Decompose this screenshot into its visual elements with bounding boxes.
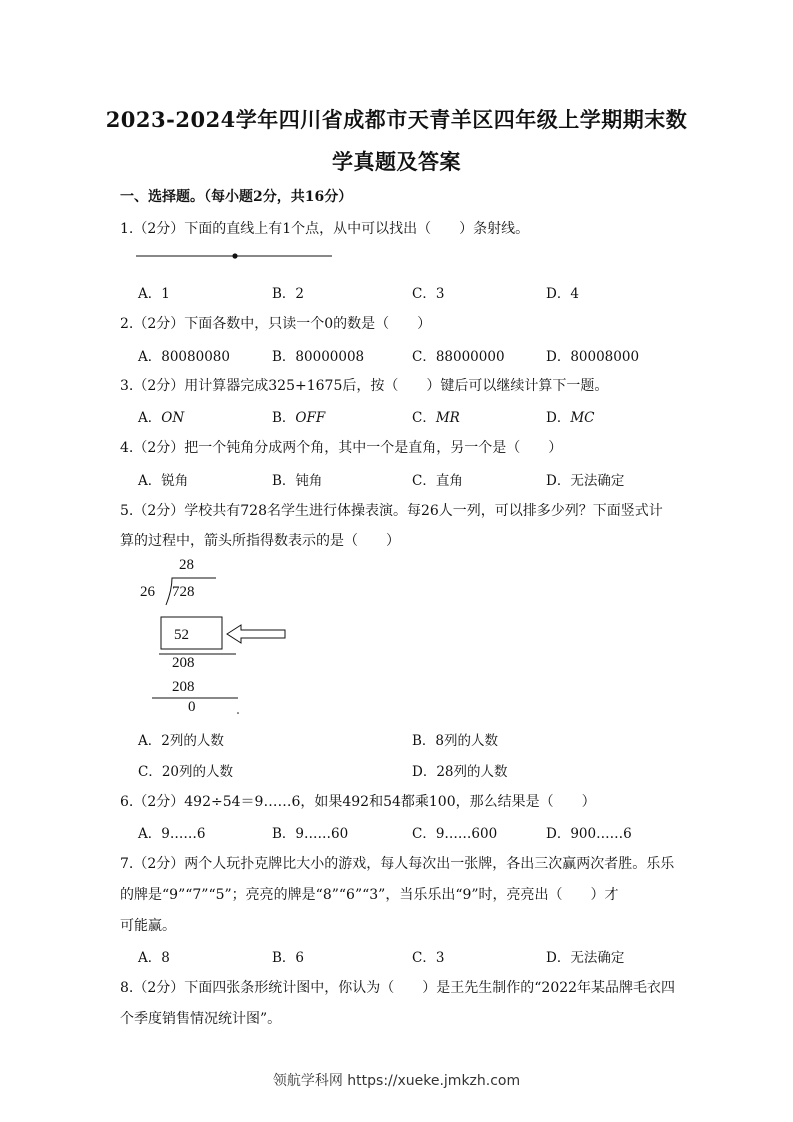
- question-6-option-a: A．9……6: [138, 826, 206, 842]
- question-3-option-c: [412, 406, 460, 426]
- question-7-text-line-3: 可能赢。: [120, 918, 176, 934]
- question-8-text-line-2: 个季度销售情况统计图”。: [120, 1011, 282, 1027]
- division-remainder: 0: [188, 699, 196, 715]
- question-2-text: 2.（2分）下面各数中，只读一个0的数是（ ）: [120, 316, 432, 332]
- division-quotient: 28: [179, 557, 194, 573]
- highlight-box: [161, 617, 222, 649]
- question-4-option-c: C．直角: [412, 473, 463, 489]
- question-6-option-d: D．900……6: [546, 826, 632, 842]
- question-7-option-a: A．8: [138, 950, 170, 966]
- question-4-option-a: A．锐角: [138, 473, 189, 489]
- question-1-option-a: A．1: [138, 286, 170, 302]
- footer-watermark: 领航学科网 https://xueke.jmkzh.com: [272, 1073, 521, 1089]
- line-with-point-figure: [136, 248, 336, 264]
- question-1-option-d: D．4: [546, 286, 579, 302]
- question-5-option-b: B．8列的人数: [412, 733, 499, 749]
- question-1-option-b: B．2: [272, 286, 305, 302]
- stray-dot: [237, 712, 239, 714]
- question-3-option-b: [272, 406, 325, 426]
- question-4-text: 4.（2分）把一个钝角分成两个角，其中一个是直角，另一个是（ ）: [120, 440, 563, 456]
- page-title-line-2: 学真题及答案: [332, 149, 461, 174]
- division-dividend: 728: [172, 584, 195, 600]
- page-title-line-1: 2023-2024学年四川省成都市天青羊区四年级上学期期末数: [105, 107, 688, 132]
- division-lines: [150, 572, 295, 717]
- question-7-option-c: C．3: [412, 950, 445, 966]
- question-4-option-d: D．无法确定: [546, 473, 625, 489]
- question-5-text-line-1: 5.（2分）学校共有728名学生进行体操表演。每26人一列，可以排多少列？下面竖式计: [120, 503, 663, 519]
- question-7-text-line-2: 的牌是“9”“7”“5”；亮亮的牌是“8”“6”“3”，当乐乐出“9”时，亮亮出（ ）才: [120, 887, 619, 903]
- question-7-option-b: B．6: [272, 950, 305, 966]
- question-4-option-b: B．钝角: [272, 473, 323, 489]
- point-dot: [232, 253, 237, 258]
- question-8-text-line-1: 8.（2分）下面四张条形统计图中，你认为（ ）是王先生制作的“2022年某品牌毛衣四: [120, 980, 676, 996]
- question-3-option-d: [546, 406, 594, 426]
- option-letter: C．: [412, 410, 436, 426]
- left-arrow-icon: [227, 625, 285, 643]
- option-letter: A．: [138, 410, 162, 426]
- question-5-option-c: C．20列的人数: [138, 764, 234, 780]
- question-5-text-line-2: 算的过程中，箭头所指得数表示的是（ ）: [120, 533, 400, 549]
- division-step-partial-dividend: 208: [172, 655, 195, 671]
- option-letter: B．: [272, 410, 296, 426]
- question-2-option-a: A．80080080: [138, 349, 230, 365]
- question-6-option-c: C．9……600: [412, 826, 498, 842]
- question-7-text-line-1: 7.（2分）两个人玩扑克牌比大小的游戏，每人每次出一张牌，各出三次赢两次者胜。乐乐: [120, 856, 675, 872]
- question-1-option-c: C．3: [412, 286, 445, 302]
- option-letter: D．: [546, 410, 571, 426]
- question-6-option-b: B．9……60: [272, 826, 349, 842]
- division-step-second-product: 208: [172, 679, 195, 695]
- division-step-product: 52: [174, 627, 189, 643]
- question-2-option-b: B．80000008: [272, 349, 365, 365]
- question-1-text: 1.（2分）下面的直线上有1个点，从中可以找出（ ）条射线。: [120, 221, 530, 237]
- section-heading: 一、选择题。（每小题2分，共16分）: [120, 189, 353, 205]
- question-3-text: 3.（2分）用计算器完成325+1675后，按（ ）键后可以继续计算下一题。: [120, 378, 609, 394]
- question-2-option-c: C．88000000: [412, 349, 505, 365]
- question-6-text: 6.（2分）492÷54＝9……6，如果492和54都乘100，那么结果是（ ）: [120, 794, 596, 810]
- division-bracket: [166, 578, 216, 605]
- calculator-key-mc: MC: [570, 410, 595, 426]
- question-2-option-d: D．80008000: [546, 349, 640, 365]
- question-5-option-d: D．28列的人数: [412, 764, 508, 780]
- calculator-key-on: ON: [161, 410, 185, 426]
- question-3-option-a: [138, 406, 184, 426]
- question-5-option-a: A．2列的人数: [138, 733, 224, 749]
- question-7-option-d: D．无法确定: [546, 950, 625, 966]
- division-divisor: 26: [140, 584, 155, 600]
- calculator-key-mr: MR: [435, 410, 460, 426]
- calculator-key-off: OFF: [295, 410, 326, 426]
